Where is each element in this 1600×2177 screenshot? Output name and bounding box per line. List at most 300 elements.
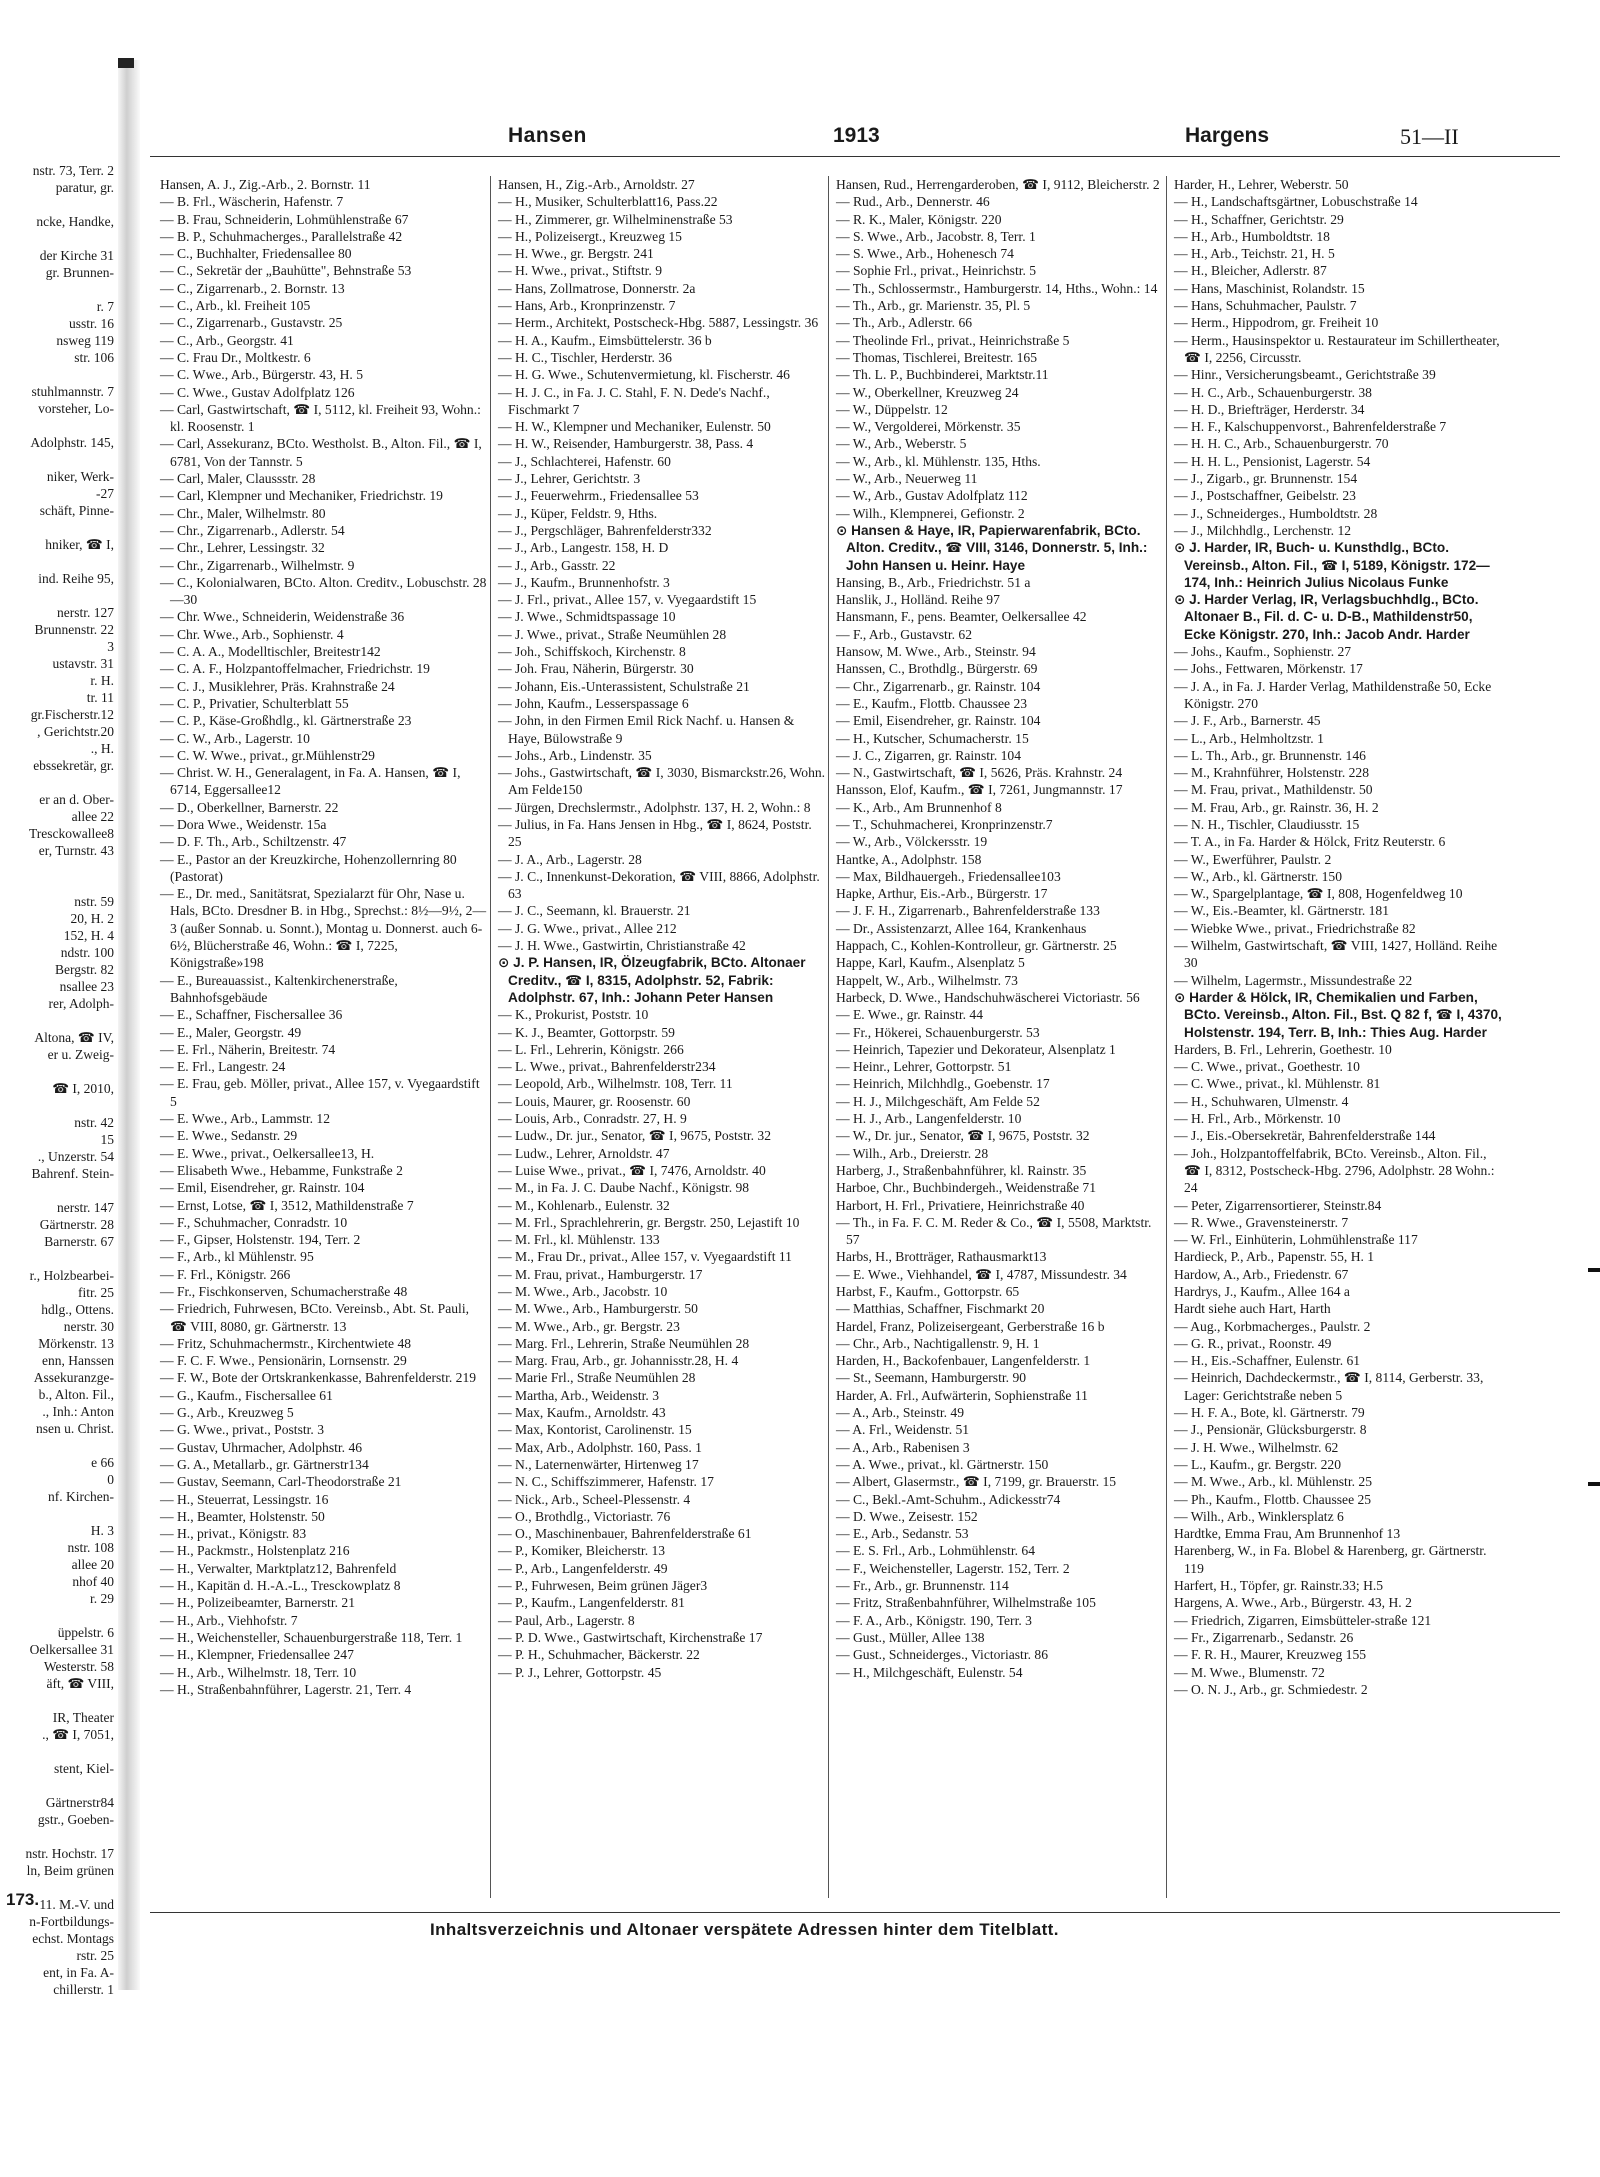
directory-entry: Harberg, J., Straßenbahnführer, kl. Rainstr. 35	[836, 1162, 1087, 1178]
directory-entry: Hardow, A., Arb., Friedenstr. 67	[1174, 1266, 1349, 1282]
left-page-line: paratur, gr.	[55, 180, 114, 195]
directory-entry: Hardieck, P., Arb., Papenstr. 55, H. 1	[1174, 1249, 1375, 1265]
directory-entry: — Emil, Eisendreher, gr. Rainstr. 104	[836, 713, 1041, 729]
directory-entry: — H. C., Tischler, Herderstr. 36	[498, 349, 672, 365]
left-page-line: Brunnenstr. 22	[34, 622, 114, 637]
directory-entry: — L., Kaufm., gr. Bergstr. 220	[1174, 1456, 1342, 1472]
directory-entry: — L. Frl., Lehrerin, Königstr. 266	[498, 1041, 684, 1057]
directory-entry: — H. Wwe., privat., Stiftstr. 9	[498, 263, 662, 279]
directory-entry: Harbs, H., Brotträger, Rathausmarkt13	[836, 1249, 1047, 1265]
directory-entry: — J., Arb., Gasstr. 22	[498, 557, 616, 573]
directory-entry: — M. Wwe., Arb., gr. Bergstr. 23	[498, 1318, 680, 1334]
directory-entry: — Emil, Eisendreher, gr. Rainstr. 104	[160, 1180, 365, 1196]
left-page-line: r. H.	[90, 673, 114, 688]
left-page-line: äft, ☎ VIII,	[46, 1676, 114, 1691]
directory-entry: — H. W., Klempner und Mechaniker, Eulenstr. 50	[498, 419, 771, 435]
directory-entry: — C., Kolonialwaren, BCto. Alton. Creditv., Lobuschstr. 28—30	[160, 574, 487, 608]
left-page-line: H. 3	[90, 1523, 114, 1538]
left-page-line: ind. Reihe 95,	[38, 571, 114, 586]
directory-entry: — Matthias, Schaffner, Fischmarkt 20	[836, 1301, 1045, 1317]
directory-column-3	[836, 176, 1164, 1681]
directory-entry: Harbort, H. Frl., Privatiere, Heinrichstraße 40	[836, 1197, 1085, 1213]
directory-entry: — Chr., Maler, Wilhelmstr. 80	[160, 505, 326, 521]
directory-entry: — W., Oberkellner, Kreuzweg 24	[836, 384, 1019, 400]
left-page-line	[2, 1828, 114, 1845]
left-page-line: er an d. Ober-	[39, 792, 114, 807]
directory-entry: — Louis, Arb., Conradstr. 27, H. 9	[498, 1111, 687, 1127]
directory-entry: — H., Schaffner, Gerichtstr. 29	[1174, 211, 1344, 227]
directory-entry: — H., Beamter, Holstenstr. 50	[160, 1508, 325, 1524]
directory-entry: — Hans, Arb., Kronprinzenstr. 7	[498, 298, 676, 314]
directory-entry: — Aug., Korbmacherges., Paulstr. 2	[1174, 1318, 1371, 1334]
directory-entry: — H., Bleicher, Adlerstr. 87	[1174, 263, 1327, 279]
directory-entry: — H., Polizeisergt., Kreuzweg 15	[498, 228, 682, 244]
left-page-line: ent, in Fa. A-	[43, 1965, 114, 1980]
directory-entry: — H., Schuhwaren, Ulmenstr. 4	[1174, 1093, 1349, 1109]
directory-entry: — Johs., Gastwirtschaft, ☎ I, 3030, Bismarckstr.26, Wohn. Am Felde150	[498, 765, 826, 798]
left-page-line	[2, 1505, 114, 1522]
directory-entry: — K., Prokurist, Poststr. 10	[498, 1007, 649, 1023]
directory-entry: — F., Arb., Gustavstr. 62	[836, 626, 972, 642]
directory-entry: — C. A. F., Holzpantoffelmacher, Friedrichstr. 19	[160, 661, 430, 677]
directory-entry: — R. K., Maler, Königstr. 220	[836, 211, 1002, 227]
directory-entry: — E., Maler, Georgstr. 49	[160, 1024, 302, 1040]
directory-entry: — W., Düppelstr. 12	[836, 401, 948, 417]
directory-entry: Happach, C., Kohlen-Kontrolleur, gr. Gärtnerstr. 25	[836, 938, 1117, 954]
directory-entry: — H., Kapitän d. H.-A.-L., Tresckowplatz 8	[160, 1578, 401, 1594]
left-page-line: ., Inh.: Anton	[42, 1404, 114, 1419]
left-page-line: 152, H. 4	[63, 928, 114, 943]
directory-entry: — Marie Frl., Straße Neumühlen 28	[498, 1370, 696, 1386]
directory-entry: — Herm., Architekt, Postscheck-Hbg. 5887, Lessingstr. 36	[498, 315, 819, 331]
footer-rule	[150, 1912, 1560, 1913]
directory-entry: Hantke, A., Adolphstr. 158	[836, 851, 982, 867]
column-divider	[828, 176, 829, 1898]
directory-entry: — Chr., Arb., Nachtigallenstr. 9, H. 1	[836, 1335, 1040, 1351]
directory-entry: Hapke, Arthur, Eis.-Arb., Bürgerstr. 17	[836, 886, 1048, 902]
directory-entry: Harenberg, W., in Fa. Blobel & Harenberg, gr. Gärtnerstr. 119	[1174, 1543, 1487, 1576]
directory-entry: Harders, B. Frl., Lehrerin, Goethestr. 10	[1174, 1041, 1392, 1057]
left-page-line: echst. Montags	[32, 1931, 114, 1946]
directory-entry: Hardtke, Emma Frau, Am Brunnenhof 13	[1174, 1526, 1401, 1542]
directory-entry: — H. Wwe., gr. Bergstr. 241	[498, 246, 654, 262]
directory-entry: — C. P., Käse-Großhdlg., kl. Gärtnerstraße 23	[160, 713, 412, 729]
directory-entry: — F., Schuhmacher, Conradstr. 10	[160, 1214, 348, 1230]
directory-entry: — Theolinde Frl., privat., Heinrichstraße 5	[836, 332, 1070, 348]
directory-entry: — G. A., Metallarb., gr. Gärtnerstr134	[160, 1456, 369, 1472]
directory-entry: — Leopold, Arb., Wilhelmstr. 108, Terr. 11	[498, 1076, 733, 1092]
directory-entry: — E. S. Frl., Arb., Lohmühlenstr. 64	[836, 1543, 1036, 1559]
directory-entry: — Gustav, Uhrmacher, Adolphstr. 46	[160, 1439, 363, 1455]
left-page-line	[2, 1250, 114, 1267]
directory-entry: — H. J. C., in Fa. J. C. Stahl, F. N. Dede's Nachf., Fischmarkt 7	[498, 384, 770, 417]
directory-entry: — Nick., Arb., Scheel-Plessenstr. 4	[498, 1491, 691, 1507]
left-page-line	[2, 281, 114, 298]
left-page-line: , Gerichtstr.20	[37, 724, 114, 739]
left-page-line: nsen u. Christ.	[35, 1421, 114, 1436]
directory-entry: — P., Komiker, Bleicherstr. 13	[498, 1543, 666, 1559]
directory-entry: — C. W. Wwe., privat., gr.Mühlenstr29	[160, 747, 375, 763]
left-page-line: Westerstr. 58	[43, 1659, 114, 1674]
directory-entry: Hansow, M. Wwe., Arb., Steinstr. 94	[836, 644, 1036, 660]
left-page-line: er u. Zweig-	[47, 1047, 114, 1062]
directory-entry: — B. Frau, Schneiderin, Lohmühlenstraße 67	[160, 211, 409, 227]
directory-entry: — L. Th., Arb., gr. Brunnenstr. 146	[1174, 747, 1366, 763]
directory-entry: — Ludw., Lehrer, Arnoldstr. 47	[498, 1145, 670, 1161]
left-page-line	[2, 451, 114, 468]
directory-entry: — F. C. F. Wwe., Pensionärin, Lornsenstr. 29	[160, 1353, 407, 1369]
directory-entry: — C., Zigarrenarb., Gustavstr. 25	[160, 315, 343, 331]
directory-entry: — J., Schneiderges., Humboldtstr. 28	[1174, 505, 1378, 521]
directory-entry: — Rud., Arb., Dennerstr. 46	[836, 194, 990, 210]
directory-entry: — Hans, Zollmatrose, Donnerstr. 2a	[498, 280, 696, 296]
directory-entry: — M. Frau, privat., Mathildenstr. 50	[1174, 782, 1373, 798]
left-page-line: stent, Kiel-	[54, 1761, 114, 1776]
directory-entry: — D. Wwe., Zeisestr. 152	[836, 1508, 978, 1524]
directory-entry: — J., Arb., Langestr. 158, H. D	[498, 540, 669, 556]
directory-entry: — J., Schlachterei, Hafenstr. 60	[498, 453, 671, 469]
directory-entry: — Dora Wwe., Weidenstr. 15a	[160, 816, 327, 832]
directory-entry: — S. Wwe., Arb., Hohenesch 74	[836, 246, 1014, 262]
directory-entry: — M. Wwe., Arb., kl. Mühlenstr. 25	[1174, 1474, 1372, 1490]
directory-entry: Hansen, A. J., Zig.-Arb., 2. Bornstr. 11	[160, 177, 371, 192]
left-page-line: nstr. 42	[74, 1115, 114, 1130]
directory-entry: Harder, H., Lehrer, Weberstr. 50	[1174, 177, 1349, 192]
directory-column-2	[498, 176, 826, 1681]
directory-entry: — C. A. A., Modelltischler, Breitestr142	[160, 644, 381, 660]
directory-entry: — F., Weichensteller, Lagerstr. 152, Terr. 2	[836, 1560, 1070, 1576]
directory-entry: — Elisabeth Wwe., Hebamme, Funkstraße 2	[160, 1162, 403, 1178]
directory-entry: — B. Frl., Wäscherin, Hafenstr. 7	[160, 194, 344, 210]
directory-entry: — Max, Arb., Adolphstr. 160, Pass. 1	[498, 1439, 702, 1455]
directory-entry: — H., Klempner, Friedensallee 247	[160, 1647, 354, 1663]
directory-entry: — Marg. Frau, Arb., gr. Johannisstr.28, H. 4	[498, 1353, 739, 1369]
directory-entry: — C. Wwe., privat., kl. Mühlenstr. 81	[1174, 1076, 1381, 1092]
left-page-line: Assekuranzge-	[33, 1370, 114, 1385]
left-page-line: Bahrenf. Stein-	[31, 1166, 114, 1181]
left-page-line: der Kirche 31	[39, 248, 114, 263]
header-last-name: Hargens	[1185, 124, 1270, 147]
directory-entry: — Julius, in Fa. Hans Jensen in Hbg., ☎ I, 8624, Poststr. 25	[498, 816, 812, 850]
directory-entry: — Fritz, Schuhmachermstr., Kirchentwiete 48	[160, 1335, 412, 1351]
directory-entry: — H., Landschaftsgärtner, Lobuschstraße 14	[1174, 194, 1418, 210]
directory-entry: — Friedrich, Zigarren, Eimsbütteler-straße 121	[1174, 1612, 1432, 1628]
left-page-line: Oelkersallee 31	[29, 1642, 114, 1657]
directory-entry: — C. Frau Dr., Moltkestr. 6	[160, 349, 311, 365]
directory-entry: Hansing, B., Arb., Friedrichstr. 51 a	[836, 574, 1031, 590]
directory-entry: — M. Frl., kl. Mühlenstr. 133	[498, 1232, 660, 1248]
directory-entry: — J., Pergschläger, Bahrenfelderstr332	[498, 522, 712, 538]
directory-entry: — W., Arb., Völckersstr. 19	[836, 834, 988, 850]
directory-entry: — J., Kaufm., Brunnenhofstr. 3	[498, 574, 670, 590]
directory-entry: — H., Weichensteller, Schauenburgerstraße 118, Terr. 1	[160, 1629, 463, 1645]
directory-entry: — C., Sekretär der „Bauhütte", Behnstraße 53	[160, 263, 412, 279]
directory-entry: — E. Wwe., privat., Oelkersallee13, H.	[160, 1145, 375, 1161]
directory-entry: — O., Maschinenbauer, Bahrenfelderstraße 61	[498, 1526, 752, 1542]
directory-entry: — F., Gipser, Holstenstr. 194, Terr. 2	[160, 1232, 361, 1248]
directory-entry: — O., Brothdlg., Victoriastr. 76	[498, 1508, 671, 1524]
directory-entry: — C. Wwe., Arb., Bürgerstr. 43, H. 5	[160, 367, 364, 383]
directory-entry: Hardt siehe auch Hart, Harth	[1174, 1301, 1331, 1317]
directory-entry: — Thomas, Tischlerei, Breitestr. 165	[836, 349, 1038, 365]
left-page-line: nstr. 108	[67, 1540, 114, 1555]
left-page-line	[2, 774, 114, 791]
directory-entry: — H. H. L., Pensionist, Lagerstr. 54	[1174, 453, 1371, 469]
left-page-line: ☎ I, 2010,	[52, 1081, 114, 1096]
directory-entry: — Gust., Müller, Allee 138	[836, 1629, 985, 1645]
directory-entry: — R. Wwe., Gravensteinerstr. 7	[1174, 1214, 1349, 1230]
directory-entry: — W., Ewerführer, Paulstr. 2	[1174, 851, 1332, 867]
column-divider	[490, 176, 491, 1898]
directory-entry: — C., Zigarrenarb., 2. Bornstr. 13	[160, 280, 345, 296]
directory-entry: — G. Wwe., privat., Poststr. 3	[160, 1422, 325, 1438]
directory-entry: Harden, H., Backofenbauer, Langenfelderstr. 1	[836, 1353, 1091, 1369]
directory-entry: — E. Frl., Langestr. 24	[160, 1059, 286, 1075]
directory-entry: — E. Frl., Näherin, Breitestr. 74	[160, 1041, 336, 1057]
directory-entry: — E., Pastor an der Kreuzkirche, Hohenzollernring 80 (Pastorat)	[160, 851, 457, 884]
directory-entry: — A., Arb., Steinstr. 49	[836, 1405, 965, 1421]
directory-entry: — H., Eis.-Schaffner, Eulenstr. 61	[1174, 1353, 1361, 1369]
directory-entry: — J. Frl., privat., Allee 157, v. Vyegaardstift 15	[498, 592, 757, 608]
left-page-line	[2, 859, 114, 876]
directory-entry: — E., Arb., Sedanstr. 53	[836, 1526, 969, 1542]
left-page-line: 0	[107, 1472, 114, 1487]
directory-entry: Harboe, Chr., Buchbindergeh., Weidenstraße 71	[836, 1180, 1097, 1196]
left-page-line: nf. Kirchen-	[48, 1489, 114, 1504]
directory-entry: — T. A., in Fa. Harder & Hölck, Fritz Reuterstr. 6	[1174, 834, 1446, 850]
directory-entry: — C., Bekl.-Amt-Schuhm., Adickesstr74	[836, 1491, 1061, 1507]
directory-entry: — J. A., Arb., Lagerstr. 28	[498, 851, 642, 867]
directory-entry: — H. C., Arb., Schauenburgerstr. 38	[1174, 384, 1372, 400]
left-page-line: er, Turnstr. 43	[38, 843, 114, 858]
left-page-line	[2, 1692, 114, 1709]
left-page-line: nsweg 119	[56, 333, 114, 348]
directory-entry: — H., Arb., Teichstr. 21, H. 5	[1174, 246, 1335, 262]
directory-entry: — H., Polizeibeamter, Barnerstr. 21	[160, 1595, 356, 1611]
directory-entry: — J., Lehrer, Gerichtstr. 3	[498, 471, 641, 487]
directory-entry: — N., Laternenwärter, Hirtenweg 17	[498, 1456, 699, 1472]
directory-entry: — T., Schuhmacherei, Kronprinzenstr.7	[836, 816, 1053, 832]
left-page-line: 15	[100, 1132, 114, 1147]
left-page-line: ln, Beim grünen	[26, 1863, 114, 1878]
header-page-number: 51—II	[1400, 124, 1459, 149]
directory-entry: — W., Arb., Neuerweg 11	[836, 471, 978, 487]
left-page-line: ., ☎ I, 7051,	[42, 1727, 114, 1742]
left-page-line: hdlg., Ottens.	[41, 1302, 114, 1317]
spine-shadow	[118, 58, 134, 68]
directory-entry: — Wilh., Klempnerei, Gefionstr. 2	[836, 505, 1025, 521]
directory-entry: — Gust., Schneiderges., Victoriastr. 86	[836, 1647, 1049, 1663]
directory-entry: — G. R., privat., Roonstr. 49	[1174, 1335, 1332, 1351]
directory-entry: — G., Kaufm., Fischersallee 61	[160, 1387, 333, 1403]
directory-entry: Hanssen, C., Brothdlg., Bürgerstr. 69	[836, 661, 1038, 677]
left-page-line	[2, 1063, 114, 1080]
directory-entry: — H., Musiker, Schulterblatt16, Pass.22	[498, 194, 718, 210]
directory-entry: — G., Arb., Kreuzweg 5	[160, 1405, 294, 1421]
directory-entry: — H., Packmstr., Holstenplatz 216	[160, 1543, 350, 1559]
directory-column-4	[1174, 176, 1502, 1698]
directory-entry: — L., Arb., Helmholtzstr. 1	[1174, 730, 1324, 746]
directory-entry: — F. R. H., Maurer, Kreuzweg 155	[1174, 1647, 1367, 1663]
directory-entry: — M., Kohlenarb., Eulenstr. 32	[498, 1197, 670, 1213]
directory-entry: — W., Arb., Gustav Adolfplatz 112	[836, 488, 1028, 504]
left-page-line	[2, 417, 114, 434]
left-page-line: r. 7	[96, 299, 114, 314]
directory-entry: — Max, Kontorist, Carolinenstr. 15	[498, 1422, 692, 1438]
left-page-line: nsallee 23	[59, 979, 114, 994]
directory-entry: — Hans, Schuhmacher, Paulstr. 7	[1174, 298, 1357, 314]
directory-entry: — H. A., Kaufm., Eimsbüttelerstr. 36 b	[498, 332, 712, 348]
left-page-line: -27	[96, 486, 114, 501]
directory-entry: — Johs., Arb., Lindenstr. 35	[498, 747, 652, 763]
directory-entry: — C. P., Privatier, Schulterblatt 55	[160, 695, 349, 711]
directory-entry: — M., Frau Dr., privat., Allee 157, v. Vyegaardstift 11	[498, 1249, 792, 1265]
directory-entry: — C. Wwe., Gustav Adolfplatz 126	[160, 384, 355, 400]
left-page-number: 173.	[6, 1890, 40, 1909]
left-page-line: hniker, ☎ I,	[45, 537, 114, 552]
directory-entry: — Chr., Zigarrenarb., gr. Rainstr. 104	[836, 678, 1041, 694]
directory-entry: — W., Spargelplantage, ☎ I, 808, Hogenfeldweg 10	[1174, 886, 1463, 902]
left-page-line: Adolphstr. 145,	[30, 435, 114, 450]
left-page-line: str. 106	[74, 350, 114, 365]
directory-entry: — K., Arb., Am Brunnenhof 8	[836, 799, 1002, 815]
directory-entry: ⊙ J. P. Hansen, IR, Ölzeugfabrik, BCto. Altonaer Creditv., ☎ I, 8315, Adolphstr. 52, Fabrik: Adolphstr. 67, Inh.: Johann Peter Hansen	[498, 955, 806, 1005]
directory-entry: ⊙ Hansen & Haye, IR, Papierwarenfabrik, BCto. Alton. Creditv., ☎ VIII, 3146, Donnerstr. 5, Inh.: John Hansen u. Heinr. Haye	[836, 522, 1148, 573]
left-page-line	[2, 876, 114, 893]
left-page-line: nstr. 73, Terr. 2	[32, 163, 114, 178]
directory-entry: — E. Wwe., gr. Rainstr. 44	[836, 1007, 984, 1023]
directory-entry: — J. C., Zigarren, gr. Rainstr. 104	[836, 747, 1022, 763]
directory-entry: — H. J., Milchgeschäft, Am Felde 52	[836, 1093, 1040, 1109]
left-page-line: ncke, Handke,	[36, 214, 114, 229]
left-page-line: 3	[107, 639, 114, 654]
left-page-line	[2, 587, 114, 604]
left-page-line: niker, Werk-	[46, 469, 114, 484]
directory-entry: Hansmann, F., pens. Beamter, Oelkersallee 42	[836, 609, 1087, 625]
page-edge-mark	[1588, 1482, 1600, 1486]
directory-entry: — Ph., Kaufm., Flottb. Chaussee 25	[1174, 1491, 1372, 1507]
left-page-line: nhof 40	[72, 1574, 114, 1589]
left-page-line	[2, 1182, 114, 1199]
directory-entry: — F. Frl., Königstr. 266	[160, 1266, 291, 1282]
directory-entry: — Chr., Lehrer, Lessingstr. 32	[160, 540, 325, 556]
directory-entry: — Albert, Glasermstr., ☎ I, 7199, gr. Brauerstr. 15	[836, 1474, 1117, 1490]
directory-entry: — E. Wwe., Sedanstr. 29	[160, 1128, 298, 1144]
directory-entry: — J. C., Innenkunst-Dekoration, ☎ VIII, 8866, Adolphstr. 63	[498, 868, 820, 902]
directory-entry: — E., Kaufm., Flottb. Chaussee 23	[836, 695, 1028, 711]
left-page-line: r. 29	[89, 1591, 114, 1606]
directory-entry: — J. F. H., Zigarrenarb., Bahrenfelderstraße 133	[836, 903, 1100, 919]
directory-entry: — Joh., Schiffskoch, Kirchenstr. 8	[498, 644, 686, 660]
directory-entry: — C., Buchhalter, Friedensallee 80	[160, 246, 352, 262]
directory-entry: — Max, Bildhauergeh., Friedensallee103	[836, 868, 1061, 884]
directory-entry: — Johann, Eis.-Unterassistent, Schulstraße 21	[498, 678, 750, 694]
directory-entry: — Joh. Frau, Näherin, Bürgerstr. 30	[498, 661, 694, 677]
directory-entry: — L. Wwe., privat., Bahrenfelderstr234	[498, 1059, 716, 1075]
directory-entry: — H., Zimmerer, gr. Wilhelminenstraße 53	[498, 211, 733, 227]
directory-entry: — Wilhelm, Lagermstr., Missundestraße 22	[1174, 972, 1413, 988]
directory-entry: — Johs., Kaufm., Sophienstr. 27	[1174, 644, 1352, 660]
directory-entry: — Louis, Maurer, gr. Roosenstr. 60	[498, 1093, 691, 1109]
directory-entry: ⊙ J. Harder, IR, Buch- u. Kunsthdlg., BCto. Vereinsb., Alton. Fil., ☎ I, 5189, Königstr. 172—174, Inh.: Heinrich Julius Nicolaus Funke	[1174, 540, 1490, 590]
directory-entry: Hanslik, J., Holländ. Reihe 97	[836, 592, 1000, 608]
left-page-line: tr. 11	[86, 690, 114, 705]
directory-entry: — M. Wwe., Blumenstr. 72	[1174, 1664, 1325, 1680]
page-header	[150, 120, 1560, 157]
directory-entry: — M. Wwe., Arb., Jacobstr. 10	[498, 1284, 668, 1299]
directory-entry: — H., Steuerrat, Lessingstr. 16	[160, 1491, 329, 1507]
directory-entry: — H., Arb., Viehhofstr. 7	[160, 1612, 298, 1628]
left-page-line: nerstr. 30	[63, 1319, 114, 1334]
directory-entry: — M. Frl., Sprachlehrerin, gr. Bergstr. 250, Lejastift 10	[498, 1214, 800, 1230]
directory-entry: — H. Frl., Arb., Mörkenstr. 10	[1174, 1111, 1341, 1127]
directory-entry: — J. G. Wwe., privat., Allee 212	[498, 920, 677, 936]
left-page-line: nerstr. 147	[57, 1200, 114, 1215]
directory-entry: — H. J., Arb., Langenfelderstr. 10	[836, 1111, 1022, 1127]
directory-entry: — C. W., Arb., Lagerstr. 10	[160, 730, 310, 746]
directory-entry: — P. D. Wwe., Gastwirtschaft, Kirchenstraße 17	[498, 1629, 763, 1645]
directory-entry: — Max, Kaufm., Arnoldstr. 43	[498, 1405, 666, 1421]
directory-entry: — W., Arb., kl. Gärtnerstr. 150	[1174, 868, 1343, 884]
directory-entry: Hansen, Rud., Herrengarderoben, ☎ I, 9112, Bleicherstr. 2	[836, 177, 1160, 192]
left-page-line: Tresckowallee8	[29, 826, 114, 841]
directory-entry: — M., in Fa. J. C. Daube Nachf., Königstr. 98	[498, 1180, 750, 1196]
left-page-line	[2, 1607, 114, 1624]
directory-entry: — Christ. W. H., Generalagent, in Fa. A. Hansen, ☎ I, 6714, Eggersallee12	[160, 765, 461, 798]
directory-entry: — W., Dr. jur., Senator, ☎ I, 9675, Poststr. 32	[836, 1128, 1090, 1144]
directory-entry: — J., Milchhdlg., Lerchenstr. 12	[1174, 522, 1352, 538]
directory-entry: — B. P., Schuhmacherges., Parallelstraße 42	[160, 228, 403, 244]
directory-entry: — P., Arb., Langenfelderstr. 49	[498, 1560, 668, 1576]
directory-entry: — C. Wwe., privat., Goethestr. 10	[1174, 1059, 1360, 1075]
left-page-line: allee 22	[71, 809, 114, 824]
directory-entry: — H., Kutscher, Schumacherstr. 15	[836, 730, 1029, 746]
book-spread	[0, 80, 1600, 1997]
directory-entry: ⊙ J. Harder Verlag, IR, Verlagsbuchhdlg., BCto. Altonaer B., Fil. d. C- u. D-B., Mathildenstr50, Ecke Königstr. 270, Inh.: Jacob Andr. Harder	[1174, 592, 1479, 642]
directory-entry: — Dr., Assistenzarzt, Allee 164, Krankenhaus	[836, 920, 1087, 936]
directory-entry: — J., Feuerwehrm., Friedensallee 53	[498, 488, 699, 504]
left-page-line	[2, 1437, 114, 1454]
directory-entry: — C., Arb., Georgstr. 41	[160, 332, 294, 348]
directory-entry: ⊙ Harder & Hölck, IR, Chemikalien und Farben, BCto. Vereinsb., Alton. Fil., Bst. Q 82 f, ☎ I, 4370, Holstenstr. 194, Terr. B, Inh.: Thies Aug. Harder	[1174, 989, 1502, 1040]
directory-entry: — Chr. Wwe., Schneiderin, Weidenstraße 36	[160, 609, 405, 625]
directory-entry: — Th., Arb., Adlerstr. 66	[836, 315, 973, 331]
directory-entry: — M. Frau, Arb., gr. Rainstr. 36, H. 2	[1174, 799, 1379, 815]
directory-entry: — Wilh., Arb., Winklersplatz 6	[1174, 1508, 1344, 1524]
directory-entry: — J. A., in Fa. J. Harder Verlag, Mathildenstraße 50, Ecke Königstr. 270	[1174, 678, 1492, 711]
directory-column-1	[160, 176, 488, 1698]
left-page-line: 11. M.-V. und	[39, 1897, 114, 1912]
directory-entry: Harbeck, D. Wwe., Handschuhwäscherei Victoriastr. 56	[836, 989, 1140, 1005]
directory-entry: — H. F., Kalschuppenvorst., Bahrenfelderstraße 7	[1174, 419, 1447, 435]
left-page-line: ., Unzerstr. 54	[37, 1149, 114, 1164]
directory-entry: — Gustav, Seemann, Carl-Theodorstraße 21	[160, 1474, 402, 1490]
left-page-line: Mörkenstr. 13	[38, 1336, 114, 1351]
directory-entry: — W., Eis.-Beamter, kl. Gärtnerstr. 181	[1174, 903, 1390, 919]
directory-entry: Harder, A. Frl., Aufwärterin, Sophienstraße 11	[836, 1387, 1088, 1403]
directory-entry: Happe, Karl, Kaufm., Alsenplatz 5	[836, 955, 1025, 971]
directory-entry: — W., Vergolderei, Mörkenstr. 35	[836, 419, 1021, 435]
directory-entry: — Peter, Zigarrensortierer, Steinstr.84	[1174, 1197, 1382, 1213]
left-page-line	[2, 519, 114, 536]
left-page-line: allee 20	[71, 1557, 114, 1572]
directory-entry: Hardrys, J., Kaufm., Allee 164 a	[1174, 1284, 1350, 1299]
directory-entry: — J. Wwe., privat., Straße Neumühlen 28	[498, 626, 727, 642]
directory-entry: Happelt, W., Arb., Wilhelmstr. 73	[836, 972, 1018, 988]
directory-entry: — J., Postschaffner, Geibelstr. 23	[1174, 488, 1356, 504]
directory-entry: — Chr., Zigarrenarb., Adlerstr. 54	[160, 522, 345, 538]
directory-entry: — C., Arb., kl. Freiheit 105	[160, 298, 311, 314]
